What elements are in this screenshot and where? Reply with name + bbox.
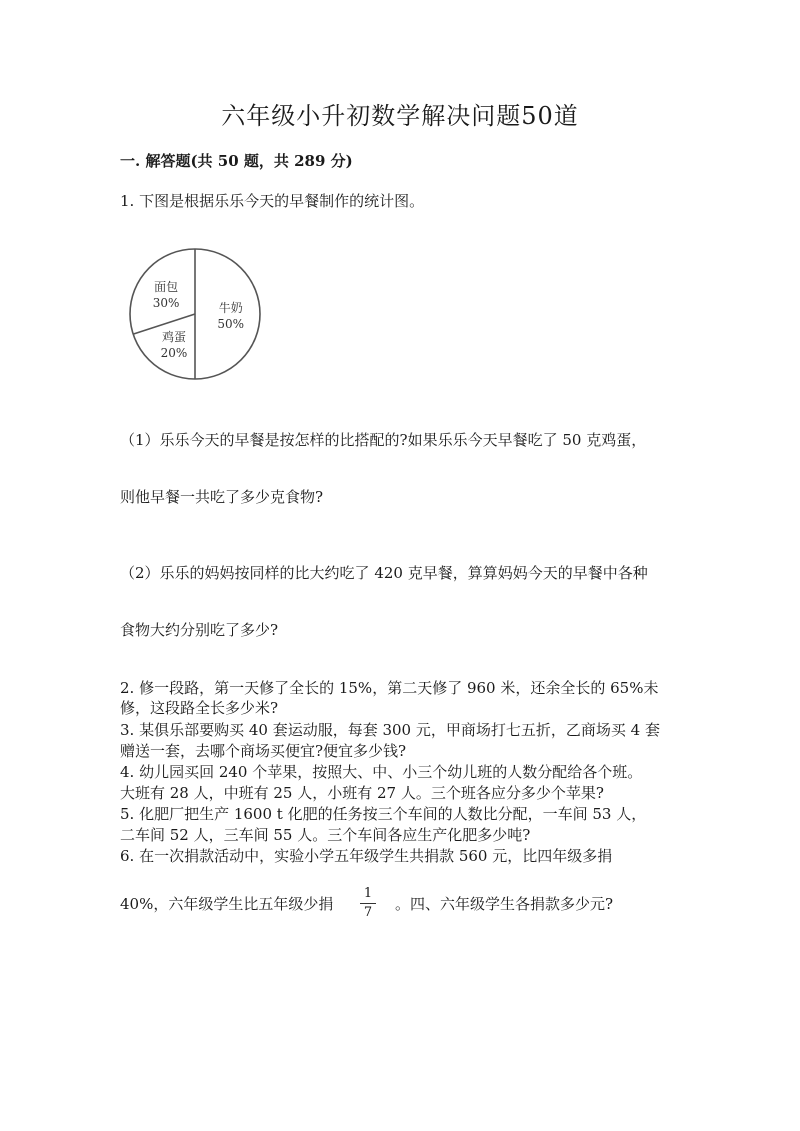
fraction-one-seventh (360, 886, 376, 921)
question-4-line2: 大班有 28 人，中班有 25 人，小班有 27 人。三个班各应分多少个苹果? (120, 784, 604, 802)
pie-slice-percent-0: 50% (217, 317, 245, 331)
pie-slice-percent-2: 30% (152, 295, 180, 310)
question-5-line1: 5. 化肥厂把生产 1600 t 化肥的任务按三个车间的人数比分配，一车间 53 人， (120, 805, 647, 823)
pie-slice-percent-1: 20% (160, 345, 188, 360)
question-6-line2-after: 。四、六年级学生各捐款多少元? (395, 895, 614, 913)
question-5-line2: 二车间 52 人，三车间 55 人。三个车间各应生产化肥多少吨? (120, 826, 531, 844)
question-1-part1-line1: （1）乐乐今天的早餐是按怎样的比搭配的?如果乐乐今天早餐吃了 50 克鸡蛋， (120, 431, 647, 449)
question-6-line2-before: 40%，六年级学生比五年级少捐 (120, 895, 334, 913)
question-2-line2: 修，这段路全长多少米? (120, 699, 279, 717)
pie-slice-name-2: 面包 (154, 279, 179, 294)
question-3-line2: 赠送一套，去哪个商场买便宜?便宜多少钱? (120, 742, 407, 760)
question-1-intro: 1. 下图是根据乐乐今天的早餐制作的统计图。 (120, 192, 425, 210)
question-4-line1: 4. 幼儿园买回 240 个苹果，按照大、中、小三个幼儿班的人数分配给各个班。 (120, 763, 643, 781)
pie-slice-name-0: 牛奶 (218, 301, 243, 315)
section-heading: 一. 解答题(共 50 题，共 289 分) (120, 152, 353, 170)
fraction-numerator: 1 (360, 886, 376, 904)
question-1-part2-line2: 食物大约分别吃了多少? (120, 621, 279, 639)
question-3-line1: 3. 某俱乐部要购买 40 套运动服，每套 300 元，甲商场打七五折，乙商场买 4 套 (120, 721, 660, 739)
question-6-line1: 6. 在一次捐款活动中，实验小学五年级学生共捐款 560 元，比四年级多捐 (120, 847, 613, 865)
question-2-line1: 2. 修一段路，第一天修了全长的 15%，第二天修了 960 米，还余全长的 65%未 (120, 679, 659, 697)
breakfast-pie-chart (128, 247, 262, 381)
fraction-denominator: 7 (363, 905, 373, 920)
page-title: 六年级小升初数学解决问题50道 (221, 102, 579, 130)
question-1-part2-line1: （2）乐乐的妈妈按同样的比大约吃了 420 克早餐，算算妈妈今天的早餐中各种 (120, 564, 648, 582)
question-1-part1-line2: 则他早餐一共吃了多少克食物? (120, 488, 324, 506)
pie-slice-name-1: 鸡蛋 (161, 329, 186, 344)
